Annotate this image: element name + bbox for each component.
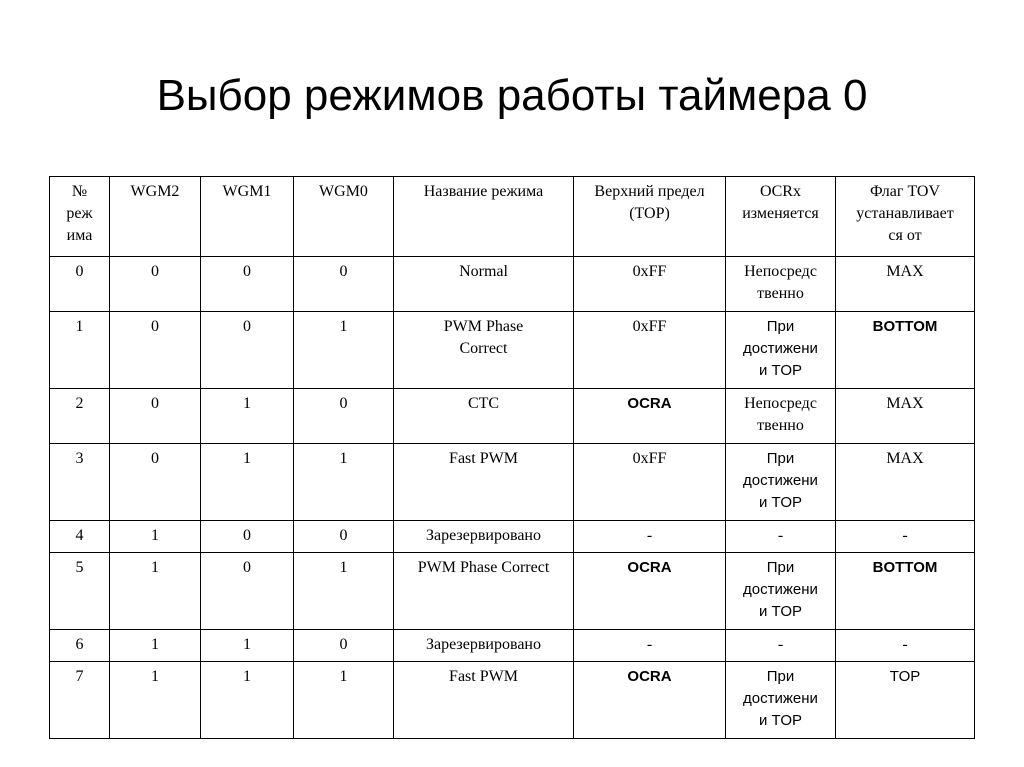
table-cell: 0: [110, 444, 201, 521]
table-cell: Fast PWM: [394, 444, 574, 521]
table-cell: Непосредс твенно: [726, 257, 836, 312]
slide-title: Выбор режимов работы таймера 0: [156, 71, 868, 120]
table-row: [50, 553, 975, 630]
table-cell: 0: [110, 312, 201, 389]
table-cell: 1: [110, 662, 201, 739]
table-cell: MAX: [836, 257, 975, 312]
table-cell: -: [726, 521, 836, 553]
table-cell: 6: [50, 630, 110, 662]
header-cell: OCRx изменяется: [726, 177, 836, 257]
table-cell: 0: [294, 257, 394, 312]
table-cell: MAX: [836, 444, 975, 521]
table-row: [50, 521, 975, 553]
table-cell: OCRA: [574, 389, 726, 444]
table-cell: 5: [50, 553, 110, 630]
table-cell: PWM Phase Correct: [394, 312, 574, 389]
table-cell: 0: [294, 521, 394, 553]
table-cell: При достижени и TOP: [726, 553, 836, 630]
table-cell: 0: [201, 521, 294, 553]
table-cell: Зарезервировано: [394, 521, 574, 553]
table-cell: При достижени и TOP: [726, 444, 836, 521]
table-cell: -: [726, 630, 836, 662]
table-row: [50, 312, 975, 389]
table-cell: -: [574, 521, 726, 553]
table-cell: 1: [294, 444, 394, 521]
table-cell: 7: [50, 662, 110, 739]
table-cell: 1: [50, 312, 110, 389]
table-row: [50, 662, 975, 739]
table-cell: 0xFF: [574, 312, 726, 389]
table-cell: PWM Phase Correct: [394, 553, 574, 630]
table-cell: 1: [294, 553, 394, 630]
table-cell: 1: [201, 630, 294, 662]
table-cell: Normal: [394, 257, 574, 312]
table-cell: TOP: [836, 662, 975, 739]
table-cell: CTC: [394, 389, 574, 444]
table-cell: При достижени и TOP: [726, 662, 836, 739]
table-cell: 2: [50, 389, 110, 444]
table-row: [50, 630, 975, 662]
table-cell: 0: [201, 553, 294, 630]
table-row: [50, 257, 975, 312]
table-cell: 0: [110, 257, 201, 312]
table-cell: BOTTOM: [836, 553, 975, 630]
table-cell: BOTTOM: [836, 312, 975, 389]
table-cell: 0: [201, 312, 294, 389]
table-cell: OCRA: [574, 553, 726, 630]
table-cell: MAX: [836, 389, 975, 444]
table-cell: OCRA: [574, 662, 726, 739]
table-cell: 1: [201, 389, 294, 444]
header-cell: WGM2: [110, 177, 201, 257]
table-row: [50, 444, 975, 521]
table-row: [50, 389, 975, 444]
header-cell: WGM1: [201, 177, 294, 257]
table-cell: -: [574, 630, 726, 662]
header-cell: Флаг TOV устанавливает ся от: [836, 177, 975, 257]
table-cell: -: [836, 630, 975, 662]
header-cell: Верхний предел (TOP): [574, 177, 726, 257]
header-cell: № реж има: [50, 177, 110, 257]
table-cell: 1: [110, 630, 201, 662]
table-cell: При достижени и TOP: [726, 312, 836, 389]
table-cell: Зарезервировано: [394, 630, 574, 662]
table-cell: 1: [294, 662, 394, 739]
table-header-row: [50, 177, 975, 257]
table-cell: Fast PWM: [394, 662, 574, 739]
table-cell: 1: [201, 662, 294, 739]
table-cell: 0xFF: [574, 257, 726, 312]
table-cell: 0xFF: [574, 444, 726, 521]
table-cell: 3: [50, 444, 110, 521]
table-cell: 1: [110, 521, 201, 553]
table-cell: 0: [50, 257, 110, 312]
table-cell: 4: [50, 521, 110, 553]
table-cell: Непосредс твенно: [726, 389, 836, 444]
table-cell: 1: [294, 312, 394, 389]
table-cell: 0: [110, 389, 201, 444]
header-cell: WGM0: [294, 177, 394, 257]
header-cell: Название режима: [394, 177, 574, 257]
table-cell: 0: [294, 389, 394, 444]
table-cell: 0: [201, 257, 294, 312]
table-cell: 0: [294, 630, 394, 662]
timer-modes-table: [49, 176, 975, 739]
table-cell: 1: [201, 444, 294, 521]
table-cell: -: [836, 521, 975, 553]
table-cell: 1: [110, 553, 201, 630]
